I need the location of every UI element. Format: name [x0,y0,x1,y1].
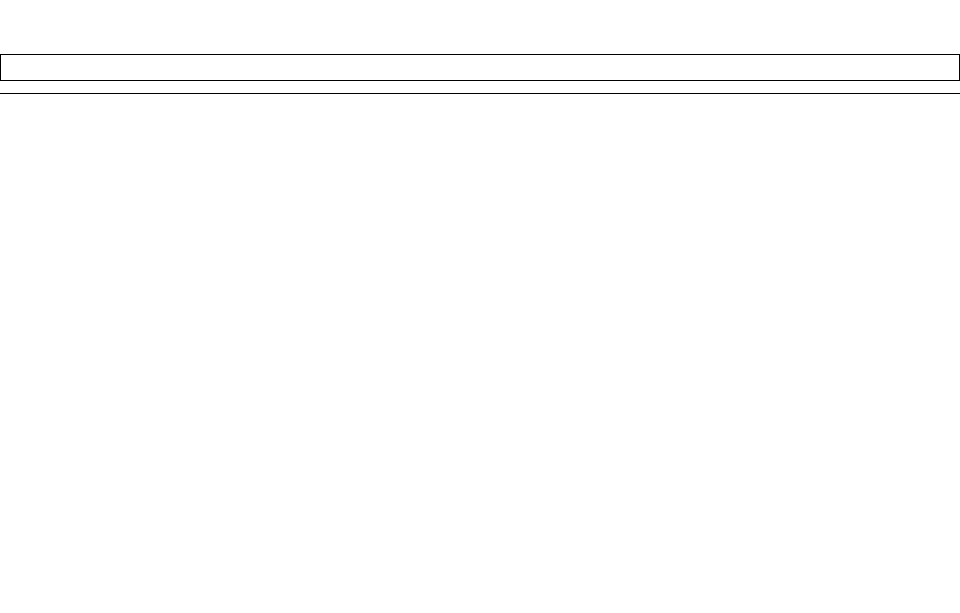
header-divider [0,80,960,81]
column-header [0,54,960,94]
header-border-left [0,55,1,80]
